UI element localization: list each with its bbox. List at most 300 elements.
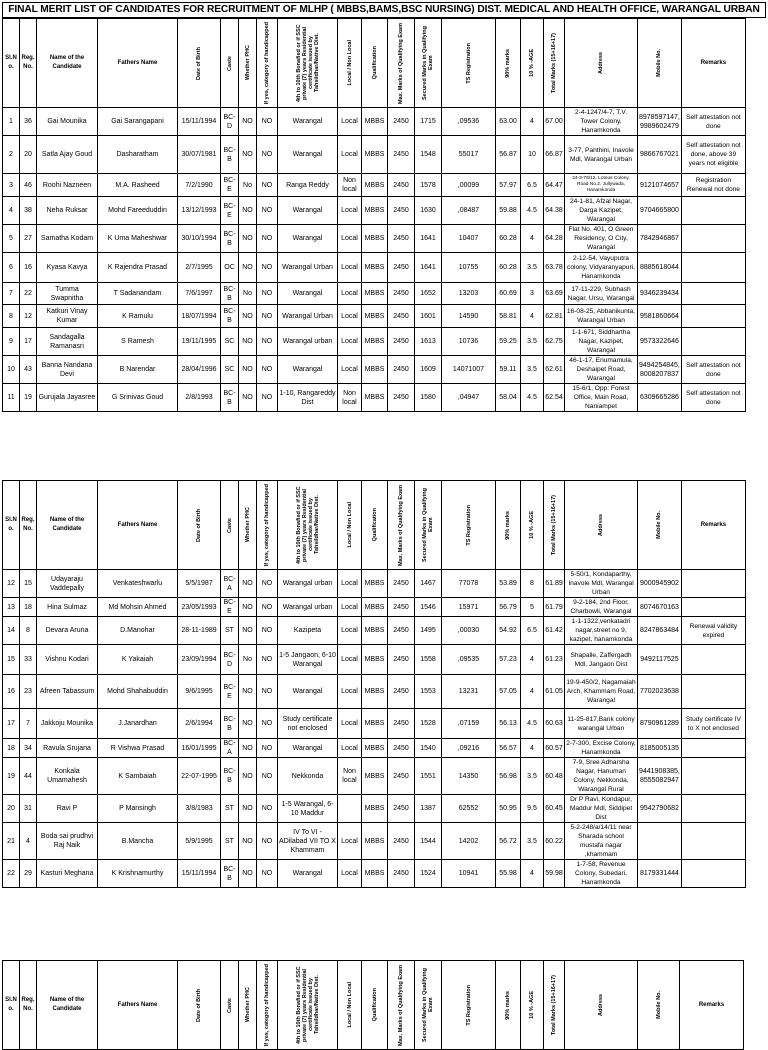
cell-max: 2450 <box>388 305 415 328</box>
cell-reg: 20 <box>20 136 37 174</box>
cell-dob: 2/7/1995 <box>178 253 221 283</box>
cell-max: 2450 <box>388 328 415 356</box>
cell-address: 24-3-78/12, Lotous Colony, Road No.2, Jullywada, Hanamkonda <box>565 174 638 197</box>
cell-max: 2450 <box>388 197 415 225</box>
column-header-age: 10 % -AGE <box>521 19 544 108</box>
cell-handicap: NO <box>257 739 278 758</box>
cell-sl: 5 <box>3 225 20 253</box>
cell-sec: 1548 <box>415 136 442 174</box>
cell-father: J.Janardhan <box>98 709 178 739</box>
cell-qual: MBBS <box>362 709 388 739</box>
cell-mobile: 9346239434 <box>638 283 682 305</box>
cell-tsreg: 13203 <box>442 283 496 305</box>
cell-father: B.Mancha <box>98 823 178 860</box>
cell-pct: 56.13 <box>496 709 521 739</box>
cell-tsreg: 13231 <box>442 675 496 709</box>
column-header-pct: 90% marks <box>496 19 521 108</box>
cell-name: Gai Mounika <box>37 108 98 136</box>
cell-qual: MBBS <box>362 739 388 758</box>
cell-sl: 13 <box>3 598 20 617</box>
cell-name: Hina Sulmaz <box>37 598 98 617</box>
cell-qual: MBBS <box>362 645 388 675</box>
cell-tsreg: 55017 <box>442 136 496 174</box>
cell-sl: 6 <box>3 253 20 283</box>
cell-qual: MBBS <box>362 305 388 328</box>
cell-pct: 57.05 <box>496 675 521 709</box>
cell-age: 6.5 <box>521 617 544 645</box>
cell-pct: 55.98 <box>496 860 521 888</box>
cell-father: T Sadanandam <box>98 283 178 305</box>
cell-tsreg: 10736 <box>442 328 496 356</box>
cell-cert: Nekkonda <box>278 758 338 795</box>
cell-reg: 43 <box>20 356 37 384</box>
cell-caste: BC-E <box>221 598 239 617</box>
table-header-row <box>3 19 746 108</box>
cell-pct: 56.79 <box>496 598 521 617</box>
cell-father: K Ramulu <box>98 305 178 328</box>
cell-qual: MBBS <box>362 675 388 709</box>
cell-reg: 18 <box>20 598 37 617</box>
cell-address: 16-08-25, Abbanikunta, Warangal Urban <box>565 305 638 328</box>
cell-reg: 16 <box>20 253 37 283</box>
cell-caste: OC <box>221 253 239 283</box>
cell-total: 62.61 <box>544 356 565 384</box>
cell-local: Local <box>338 598 362 617</box>
cell-reg: 12 <box>20 305 37 328</box>
cell-caste: BC-B <box>221 305 239 328</box>
cell-name: Devara Aruna <box>37 617 98 645</box>
cell-mobile: 9441908385, 8555082947 <box>638 758 682 795</box>
cell-max: 2450 <box>388 225 415 253</box>
cell-tsreg: ,07159 <box>442 709 496 739</box>
cell-tsreg: ,00099 <box>442 174 496 197</box>
cell-address: 17-11-229, Subhash Nagar, Ursu, Warangal <box>565 283 638 305</box>
cell-sl: 21 <box>3 823 20 860</box>
cell-max: 2450 <box>388 823 415 860</box>
cell-max: 2450 <box>388 136 415 174</box>
column-header-father: Fathers Name <box>98 19 178 108</box>
cell-name: Sandagalla Ramanasri <box>37 328 98 356</box>
cell-mobile: 9866767021 <box>638 136 682 174</box>
cell-address: 15-6/1, Opp: Forest Office, Main Road, Naniampet <box>565 384 638 412</box>
table-header-row <box>3 961 744 1050</box>
cell-dob: 2/8/1993 <box>178 384 221 412</box>
cell-caste: BC-A <box>221 739 239 758</box>
cell-max: 2450 <box>388 709 415 739</box>
column-header-local: Local / Non Local <box>338 481 362 570</box>
cell-father: D.Manohar <box>98 617 178 645</box>
cell-qual: MBBS <box>362 283 388 305</box>
cell-caste: BC-B <box>221 860 239 888</box>
cell-mobile: 9573322646 <box>638 328 682 356</box>
cell-reg: 19 <box>20 384 37 412</box>
cell-address: Shapalle, Zaffergadh Mdl, Jangaon Dist <box>565 645 638 675</box>
cell-age: 4 <box>521 739 544 758</box>
cell-cert: Warangal <box>278 675 338 709</box>
column-header-dob: Date of Birth <box>178 961 221 1050</box>
cell-phc: NO <box>239 225 257 253</box>
merit-table-3 <box>2 960 744 1050</box>
cell-caste: BC-B <box>221 709 239 739</box>
cell-pct: 56.87 <box>496 136 521 174</box>
cell-cert: Warangal Urban <box>278 253 338 283</box>
cell-total: 61.89 <box>544 570 565 598</box>
cell-name: Neha Ruksar <box>37 197 98 225</box>
cell-remarks <box>681 645 745 675</box>
column-header-name: Name of the Candidate <box>37 481 98 570</box>
cell-max: 2450 <box>388 356 415 384</box>
cell-local: Local <box>338 675 362 709</box>
cell-local: Local <box>338 617 362 645</box>
column-header-reg-no: Reg. No. <box>20 19 37 108</box>
cell-caste: ST <box>221 617 239 645</box>
cell-handicap: NO <box>257 384 278 412</box>
merit-table-2 <box>2 480 746 888</box>
cell-dob: 7/6/1997 <box>178 283 221 305</box>
cell-phc: NO <box>239 328 257 356</box>
cell-reg: 34 <box>20 739 37 758</box>
cell-age: 4 <box>521 108 544 136</box>
cell-sec: 1495 <box>415 617 442 645</box>
cell-total: 62.75 <box>544 328 565 356</box>
cell-cert: Warangal <box>278 225 338 253</box>
cell-pct: 56.98 <box>496 758 521 795</box>
cell-phc: NO <box>239 675 257 709</box>
cell-max: 2450 <box>388 860 415 888</box>
cell-reg: 27 <box>20 225 37 253</box>
cell-address: Flat No. 401, O Green Residency, O City, Warangal <box>565 225 638 253</box>
cell-name: Katkuri Vinay Kumar <box>37 305 98 328</box>
cell-qual: MBBS <box>362 570 388 598</box>
cell-phc: No <box>239 283 257 305</box>
cell-remarks <box>681 225 745 253</box>
cell-sl: 2 <box>3 136 20 174</box>
cell-phc: NO <box>239 709 257 739</box>
cell-local: Local <box>338 645 362 675</box>
cell-remarks <box>681 197 745 225</box>
table-row <box>3 570 746 598</box>
cell-sec: 1551 <box>415 758 442 795</box>
cell-address: 1-7-58, Revenue Colony, Subedari, Hanamkonda <box>565 860 638 888</box>
cell-caste: BC-E <box>221 174 239 197</box>
cell-reg: 31 <box>20 795 37 823</box>
cell-sec: 1641 <box>415 225 442 253</box>
cell-name: Udayaraju Vaddepally <box>37 570 98 598</box>
table-row <box>3 108 746 136</box>
cell-handicap: NO <box>257 328 278 356</box>
cell-mobile: 8185005135 <box>638 739 682 758</box>
cell-local: Local <box>338 709 362 739</box>
column-header-mobile: Mobile No. <box>638 961 680 1050</box>
cell-name: Ravi P <box>37 795 98 823</box>
cell-mobile: 8247863484 <box>638 617 682 645</box>
column-header-phc: Whether PHC <box>239 481 257 570</box>
cell-sl: 22 <box>3 860 20 888</box>
cell-tsreg: 14202 <box>442 823 496 860</box>
cell-qual: MBBS <box>362 108 388 136</box>
cell-caste: SC <box>221 328 239 356</box>
cell-cert: Warangal <box>278 136 338 174</box>
cell-reg: 8 <box>20 617 37 645</box>
cell-local: Local <box>338 823 362 860</box>
cell-pct: 56.72 <box>496 823 521 860</box>
cell-max: 2450 <box>388 384 415 412</box>
column-header-sl-no: Sl.N o. <box>3 961 20 1050</box>
cell-mobile: 8074670163 <box>638 598 682 617</box>
cell-dob: 30/10/1994 <box>178 225 221 253</box>
cell-dob: 23/09/1994 <box>178 645 221 675</box>
column-header-ts-reg: TS Registration <box>442 961 496 1050</box>
cell-tsreg: 10407 <box>442 225 496 253</box>
cell-tsreg: 14590 <box>442 305 496 328</box>
cell-max: 2450 <box>388 675 415 709</box>
cell-local: Non local <box>338 384 362 412</box>
cell-address: 46-1-17, Enumamula, Deshaipet Road, Warangal <box>565 356 638 384</box>
column-header-qual: Qualification <box>362 481 388 570</box>
cell-phc: NO <box>239 253 257 283</box>
cell-handicap: NO <box>257 283 278 305</box>
column-header-local: Local / Non Local <box>338 961 362 1050</box>
cell-qual: MBBS <box>362 136 388 174</box>
cell-local: Local <box>338 108 362 136</box>
cell-sec: 1558 <box>415 645 442 675</box>
column-header-name: Name of the Candidate <box>37 19 98 108</box>
cell-age: 4 <box>521 645 544 675</box>
cell-mobile: 8978597147, 9989602479 <box>638 108 682 136</box>
cell-age: 4.5 <box>521 197 544 225</box>
column-header-father: Fathers Name <box>98 961 178 1050</box>
cell-max: 2450 <box>388 253 415 283</box>
cell-name: Samatha Kodam <box>37 225 98 253</box>
cell-age: 4.5 <box>521 384 544 412</box>
cell-caste: BC-D <box>221 645 239 675</box>
table-row <box>3 356 746 384</box>
cell-caste: ST <box>221 795 239 823</box>
cell-reg: 38 <box>20 197 37 225</box>
cell-handicap: NO <box>257 197 278 225</box>
column-header-cert: 4th to 10th Bonafied or if SSC private (7) years Residential certificate issued by Tahsildhar/Native Dist. <box>278 19 338 108</box>
column-header-handicap: If yes, category of handicapped <box>257 961 278 1050</box>
cell-cert: Warangal <box>278 108 338 136</box>
cell-local: Local <box>338 356 362 384</box>
cell-name: Boda sai prudhvi Raj Naik <box>37 823 98 860</box>
cell-sec: 1467 <box>415 570 442 598</box>
cell-mobile: 8790961289 <box>638 709 682 739</box>
cell-tsreg: 14071007 <box>442 356 496 384</box>
cell-reg: 44 <box>20 758 37 795</box>
cell-total: 61.42 <box>544 617 565 645</box>
cell-phc: NO <box>239 305 257 328</box>
cell-local: Local <box>338 283 362 305</box>
cell-remarks: Self attestation not done <box>681 384 745 412</box>
cell-dob: 28-11-1989 <box>178 617 221 645</box>
cell-reg: 46 <box>20 174 37 197</box>
cell-address: 2-12-54, Vayuputra colony, Vidyaranyapuri, Hanamkonda <box>565 253 638 283</box>
cell-cert: Warangal Urban <box>278 305 338 328</box>
cell-sl: 16 <box>3 675 20 709</box>
cell-qual: MBBS <box>362 225 388 253</box>
table-row <box>3 617 746 645</box>
cell-age: 3.5 <box>521 356 544 384</box>
column-header-cert: 4th to 10th Bonafied or if SSC private (7) years Residential certificate issued by Tahsildhar/Native Dist. <box>278 481 338 570</box>
cell-age: 4 <box>521 225 544 253</box>
table-row <box>3 758 746 795</box>
column-header-max-marks: Max. Marks of Qualifying Exam <box>388 481 415 570</box>
cell-age: 9.5 <box>521 795 544 823</box>
cell-sec: 1613 <box>415 328 442 356</box>
cell-caste: BC-B <box>221 225 239 253</box>
cell-remarks: Self attestation not done <box>681 108 745 136</box>
cell-father: K Uma Maheshwar <box>98 225 178 253</box>
cell-father: Md Mohsin Ahmed <box>98 598 178 617</box>
cell-max: 2450 <box>388 108 415 136</box>
cell-remarks <box>681 739 745 758</box>
cell-phc: NO <box>239 860 257 888</box>
cell-total: 61.23 <box>544 645 565 675</box>
cell-dob: 23/05/1993 <box>178 598 221 617</box>
cell-local: Local <box>338 197 362 225</box>
cell-name: Roohi Nazneen <box>37 174 98 197</box>
table-row <box>3 328 746 356</box>
cell-sl: 1 <box>3 108 20 136</box>
column-header-name: Name of the Candidate <box>37 961 98 1050</box>
cell-phc: NO <box>239 823 257 860</box>
cell-cert: Warangal urban <box>278 570 338 598</box>
cell-father: Mohd Fareeduddin <box>98 197 178 225</box>
cell-address: 11-25-817,Bank colony warangal Urban <box>565 709 638 739</box>
cell-local: Local <box>338 305 362 328</box>
cell-remarks <box>681 328 745 356</box>
column-header-local: Local / Non Local <box>338 19 362 108</box>
cell-name: Satla Ajay Goud <box>37 136 98 174</box>
cell-caste: BC-B <box>221 136 239 174</box>
column-header-pct: 90% marks <box>496 961 521 1050</box>
table-row <box>3 305 746 328</box>
column-header-total: Total Marks (15+16+17) <box>544 481 565 570</box>
cell-remarks: Self attestation not done <box>681 356 745 384</box>
table-row <box>3 174 746 197</box>
cell-address: 2-4-1247/4-7, T.V. Tower Colony, Hanamkonda <box>565 108 638 136</box>
cell-sl: 9 <box>3 328 20 356</box>
cell-dob: 22-07-1995 <box>178 758 221 795</box>
column-header-remarks: Remarks <box>680 961 744 1050</box>
cell-father: Dasharatham <box>98 136 178 174</box>
cell-dob: 15/11/1994 <box>178 108 221 136</box>
cell-phc: NO <box>239 136 257 174</box>
cell-max: 2450 <box>388 739 415 758</box>
cell-handicap: NO <box>257 860 278 888</box>
cell-cert: Warangal <box>278 356 338 384</box>
page-title: FINAL MERIT LIST OF CANDIDATES FOR RECRUITMENT OF MLHP ( MBBS,BAMS,BSC NURSING) DIST. MEDICAL AND HEALTH OFFICE, WARANGAL URBAN <box>2 2 766 18</box>
column-header-mobile: Mobile No. <box>638 481 682 570</box>
cell-total: 66.87 <box>544 136 565 174</box>
cell-sec: 1715 <box>415 108 442 136</box>
cell-tsreg: ,09535 <box>442 645 496 675</box>
cell-caste: SC <box>221 356 239 384</box>
cell-handicap: NO <box>257 108 278 136</box>
cell-total: 60.57 <box>544 739 565 758</box>
column-header-sl-no: Sl.N o. <box>3 481 20 570</box>
cell-max: 2450 <box>388 283 415 305</box>
cell-sec: 1544 <box>415 823 442 860</box>
cell-mobile: 7702023638 <box>638 675 682 709</box>
cell-tsreg: ,09216 <box>442 739 496 758</box>
cell-tsreg: ,00030 <box>442 617 496 645</box>
cell-father: K Rajendra Prasad <box>98 253 178 283</box>
cell-remarks <box>681 823 745 860</box>
cell-reg: 17 <box>20 328 37 356</box>
cell-mobile: 9494254845, 8008207837 <box>638 356 682 384</box>
cell-sec: 1578 <box>415 174 442 197</box>
cell-sec: 1546 <box>415 598 442 617</box>
cell-max: 2450 <box>388 617 415 645</box>
cell-tsreg: 14350 <box>442 758 496 795</box>
cell-tsreg: 10941 <box>442 860 496 888</box>
cell-phc: NO <box>239 617 257 645</box>
column-header-pct: 90% marks <box>496 481 521 570</box>
cell-sec: 1540 <box>415 739 442 758</box>
column-header-max-marks: Max. Marks of Qualifying Exam <box>388 961 415 1050</box>
cell-remarks <box>681 795 745 823</box>
cell-mobile: 9000945902 <box>638 570 682 598</box>
cell-pct: 59.11 <box>496 356 521 384</box>
column-header-dob: Date of Birth <box>178 19 221 108</box>
cell-local: Local <box>338 225 362 253</box>
cell-caste: BC-E <box>221 675 239 709</box>
column-header-handicap: If yes, category of handicapped <box>257 481 278 570</box>
cell-cert: Ranga Reddy <box>278 174 338 197</box>
cell-name: Konkala Umamahesh <box>37 758 98 795</box>
cell-total: 67.00 <box>544 108 565 136</box>
cell-cert: 1-5 Warangal, 6-10 Maddur <box>278 795 338 823</box>
cell-father: B Narendar <box>98 356 178 384</box>
cell-sl: 11 <box>3 384 20 412</box>
cell-sl: 7 <box>3 283 20 305</box>
cell-handicap: NO <box>257 305 278 328</box>
cell-age: 4 <box>521 675 544 709</box>
column-header-handicap: If yes, category of handicapped <box>257 19 278 108</box>
cell-dob: 7/2/1990 <box>178 174 221 197</box>
cell-age: 8 <box>521 570 544 598</box>
cell-address: 7-9, Sree Adharsha Nagar, Hanuman Colony, Nekkonda, Warangal Rural <box>565 758 638 795</box>
column-header-ts-reg: TS Registration <box>442 19 496 108</box>
cell-reg: 22 <box>20 283 37 305</box>
cell-mobile: 9542790682 <box>638 795 682 823</box>
cell-qual: MBBS <box>362 174 388 197</box>
cell-max: 2450 <box>388 598 415 617</box>
table-row <box>3 860 746 888</box>
cell-caste: BC-B <box>221 283 239 305</box>
table-row <box>3 197 746 225</box>
cell-name: Banna Nandana Devi <box>37 356 98 384</box>
cell-handicap: NO <box>257 758 278 795</box>
cell-sl: 12 <box>3 570 20 598</box>
cell-cert: Study certificate not enclosed <box>278 709 338 739</box>
cell-total: 61.79 <box>544 598 565 617</box>
column-header-secured: Secured Marks in Qualifying Exam <box>415 961 442 1050</box>
cell-caste: BC-E <box>221 197 239 225</box>
cell-total: 60.48 <box>544 758 565 795</box>
cell-pct: 60.69 <box>496 283 521 305</box>
cell-name: Jakkoju Mounika <box>37 709 98 739</box>
cell-age: 3.5 <box>521 253 544 283</box>
cell-dob: 5/5/1987 <box>178 570 221 598</box>
table-row <box>3 136 746 174</box>
cell-handicap: NO <box>257 174 278 197</box>
cell-handicap: NO <box>257 645 278 675</box>
column-header-phc: Whether PHC <box>239 19 257 108</box>
cell-remarks <box>681 675 745 709</box>
